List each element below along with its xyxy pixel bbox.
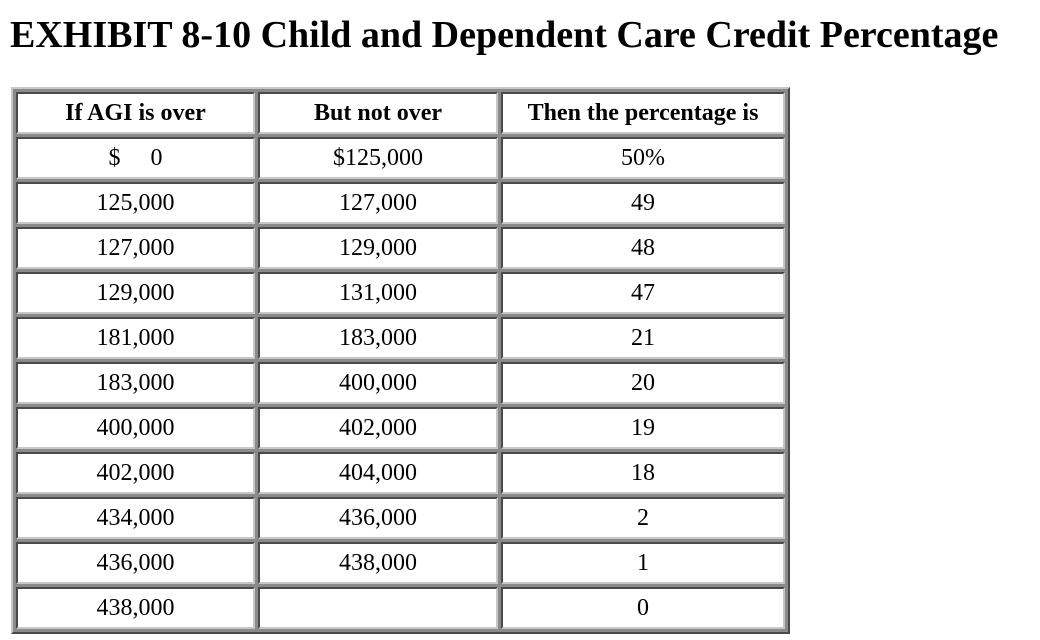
not-over-cell: 127,000 <box>258 182 498 224</box>
not-over-cell: $125,000 <box>258 137 498 179</box>
agi-over-cell <box>16 137 255 179</box>
percentage-cell: 48 <box>501 227 785 269</box>
column-header-agi-over: If AGI is over <box>16 92 255 134</box>
percentage-cell: 21 <box>501 317 785 359</box>
not-over-cell: 400,000 <box>258 362 498 404</box>
agi-over-cell: 125,000 <box>16 182 255 224</box>
table-row <box>16 407 785 449</box>
percentage-cell: 0 <box>501 587 785 629</box>
agi-over-cell: 434,000 <box>16 497 255 539</box>
table-row <box>16 587 785 629</box>
dollar-sign: $ <box>108 144 121 171</box>
percentage-cell: 49 <box>501 182 785 224</box>
not-over-cell: 129,000 <box>258 227 498 269</box>
agi-over-cell: 438,000 <box>16 587 255 629</box>
table-row <box>16 317 785 359</box>
percentage-cell: 1 <box>501 542 785 584</box>
table-row <box>16 137 785 179</box>
table-row <box>16 542 785 584</box>
not-over-cell: 436,000 <box>258 497 498 539</box>
credit-percentage-table <box>11 87 790 634</box>
not-over-cell: 438,000 <box>258 542 498 584</box>
agi-over-cell: 183,000 <box>16 362 255 404</box>
not-over-cell: 183,000 <box>258 317 498 359</box>
percentage-cell: 50% <box>501 137 785 179</box>
table-row <box>16 227 785 269</box>
not-over-cell: 404,000 <box>258 452 498 494</box>
agi-over-cell: 400,000 <box>16 407 255 449</box>
agi-over-cell: 436,000 <box>16 542 255 584</box>
column-header-percentage: Then the percentage is <box>501 92 785 134</box>
column-header-not-over: But not over <box>258 92 498 134</box>
percentage-cell: 19 <box>501 407 785 449</box>
agi-over-cell: 127,000 <box>16 227 255 269</box>
agi-over-cell: 181,000 <box>16 317 255 359</box>
table-row <box>16 497 785 539</box>
table-row <box>16 182 785 224</box>
exhibit-title: EXHIBIT 8-10 Child and Dependent Care Credit Percentage <box>10 14 999 56</box>
table-header-row <box>16 92 785 134</box>
percentage-cell: 18 <box>501 452 785 494</box>
percentage-cell: 20 <box>501 362 785 404</box>
agi-over-cell: 129,000 <box>16 272 255 314</box>
agi-zero-value: 0 <box>150 144 163 171</box>
percentage-cell: 2 <box>501 497 785 539</box>
table-row <box>16 362 785 404</box>
not-over-cell: 402,000 <box>258 407 498 449</box>
not-over-cell <box>258 587 498 629</box>
not-over-cell: 131,000 <box>258 272 498 314</box>
percentage-cell: 47 <box>501 272 785 314</box>
agi-over-value <box>109 145 163 172</box>
table-row <box>16 272 785 314</box>
table-row <box>16 452 785 494</box>
agi-over-cell: 402,000 <box>16 452 255 494</box>
